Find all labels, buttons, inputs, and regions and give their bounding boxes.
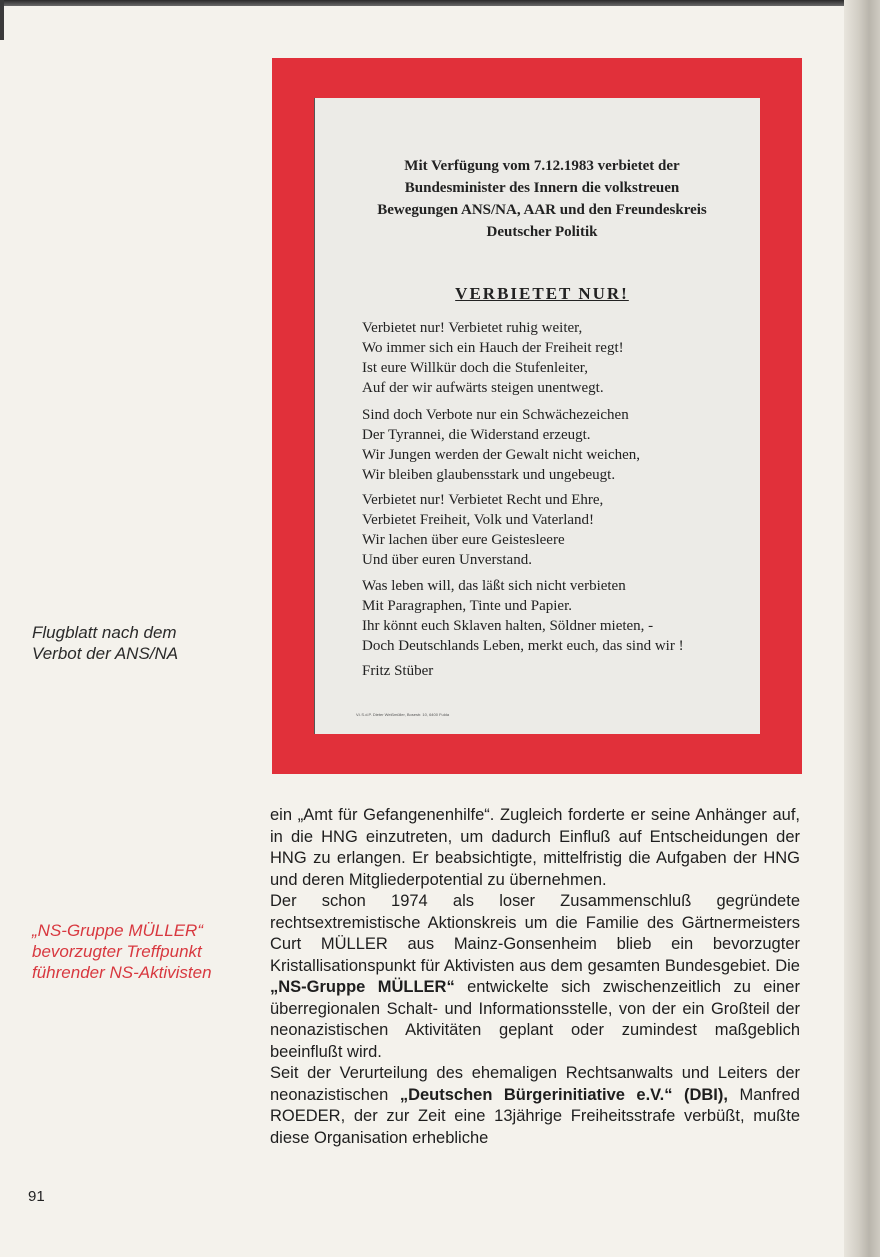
poem-title: VERBIETET NUR! bbox=[455, 284, 629, 303]
body-text-span: entwickelte sich zwischenzeitlich zu einer überregionalen Schalt- und Informationsstelle, von der ein Großteil der neonazistischen Aktivitäten geplant oder zumindest maßgeblich beeinflußt wird. bbox=[270, 978, 800, 1061]
body-paragraph-2 bbox=[270, 891, 800, 1063]
leaflet bbox=[314, 98, 760, 734]
body-paragraph-1: ein „Amt für Gefangenenhilfe“. Zugleich forderte er seine Anhänger auf, in die HNG einzutreten, um dadurch Einfluß auf Entscheidungen der HNG zu erlangen. Er beabsichtigte, mittelfristig die Aufgaben der HNG und deren Mitgliederpotential zu übernehmen. bbox=[270, 806, 800, 889]
poem-stanza-2 bbox=[362, 405, 742, 485]
poem-line: Auf der wir aufwärts steigen unentwegt. bbox=[362, 380, 604, 396]
poem-line: Doch Deutschlands Leben, merkt euch, das sind wir ! bbox=[362, 638, 684, 654]
body-text-span: Seit der Verurteilung des ehemaligen Rechtsanwalts und Leiters der neonazistischen bbox=[270, 1064, 800, 1104]
body-paragraph-3 bbox=[270, 1063, 800, 1149]
poem-line: Was leben will, das läßt sich nicht verbieten bbox=[362, 578, 626, 594]
ns-gruppe-mueller-bold: „NS-Gruppe MÜLLER“ bbox=[270, 978, 455, 996]
poem-author: Fritz Stüber bbox=[362, 663, 434, 679]
poem-line: Wir bleiben glaubensstark und ungebeugt. bbox=[362, 467, 616, 483]
leaflet-caption bbox=[32, 622, 178, 664]
poem-line: Mit Paragraphen, Tinte und Papier. bbox=[362, 598, 572, 614]
leaflet-caption-line-2: Verbot der ANS/NA bbox=[32, 644, 179, 663]
poem-line: Ist eure Willkür doch die Stufenleiter, bbox=[362, 360, 588, 376]
leaflet-red-frame bbox=[272, 58, 802, 774]
dbi-bold: „Deutschen Bürgerinitiative e.V.“ (DBI), bbox=[399, 1085, 728, 1104]
page-edge-top bbox=[0, 0, 866, 6]
group-caption-line-2: bevorzugter Treffpunkt bbox=[32, 942, 202, 961]
poem-line: Wir Jungen werden der Gewalt nicht weichen, bbox=[362, 447, 641, 463]
group-caption bbox=[32, 920, 212, 983]
leaflet-header-line: Deutscher Politik bbox=[486, 224, 598, 240]
poem-stanza-4 bbox=[362, 576, 742, 656]
page-edge-right bbox=[844, 0, 880, 1257]
body-text bbox=[270, 805, 800, 1149]
group-caption-line-3: führender NS-Aktivisten bbox=[32, 963, 212, 982]
poem-line: Der Tyrannei, die Widerstand erzeugt. bbox=[362, 427, 591, 443]
group-caption-line-1: „NS-Gruppe MÜLLER“ bbox=[32, 921, 203, 940]
leaflet-header-line: Bundesminister des Innern die volkstreuen bbox=[404, 180, 680, 196]
page-number: 91 bbox=[28, 1188, 45, 1205]
poem-line: Verbietet Freiheit, Volk und Vaterland! bbox=[362, 512, 595, 528]
poem-line: Wir lachen über eure Geistesleere bbox=[362, 532, 565, 548]
poem-stanza-1 bbox=[362, 318, 742, 398]
poem-line: Wo immer sich ein Hauch der Freiheit regt! bbox=[362, 340, 624, 356]
leaflet-header bbox=[342, 155, 742, 243]
page-edge-left bbox=[0, 0, 4, 40]
poem-line: Sind doch Verbote nur ein Schwächezeichen bbox=[362, 407, 629, 423]
leaflet-left-border bbox=[314, 98, 315, 734]
poem-line: Verbietet nur! Verbietet Recht und Ehre, bbox=[362, 492, 604, 508]
leaflet-header-line: Bewegungen ANS/NA, AAR und den Freundeskreis bbox=[377, 202, 707, 218]
poem-line: Ihr könnt euch Sklaven halten, Söldner mieten, - bbox=[362, 618, 654, 634]
leaflet-caption-line-1: Flugblatt nach dem bbox=[32, 623, 177, 642]
body-text-span: Der schon 1974 als loser Zusammenschluß gegründete rechtsextremistische Aktionskreis um die Familie des Gärtnermeisters Curt MÜLLER aus Mainz-Gonsenheim blieb ein bevorzugter Kristallisationspunkt für Aktivisten aus dem gesamten Bundesgebiet. Die bbox=[270, 892, 800, 975]
poem-line: Verbietet nur! Verbietet ruhig weiter, bbox=[362, 320, 583, 336]
leaflet-imprint: V.i.S.d.P. Dieter Weißmüller, Bosestr. 10, 6400 Fulda bbox=[356, 712, 450, 717]
body-text-span: Manfred ROEDER, der zur Zeit eine 13jährige Freiheitsstrafe verbüßt, mußte diese Organisation erhebliche bbox=[270, 1085, 800, 1147]
poem-stanza-3 bbox=[362, 490, 742, 570]
poem-line: Und über euren Unverstand. bbox=[362, 552, 532, 568]
leaflet-header-line: Mit Verfügung vom 7.12.1983 verbietet der bbox=[404, 158, 680, 174]
